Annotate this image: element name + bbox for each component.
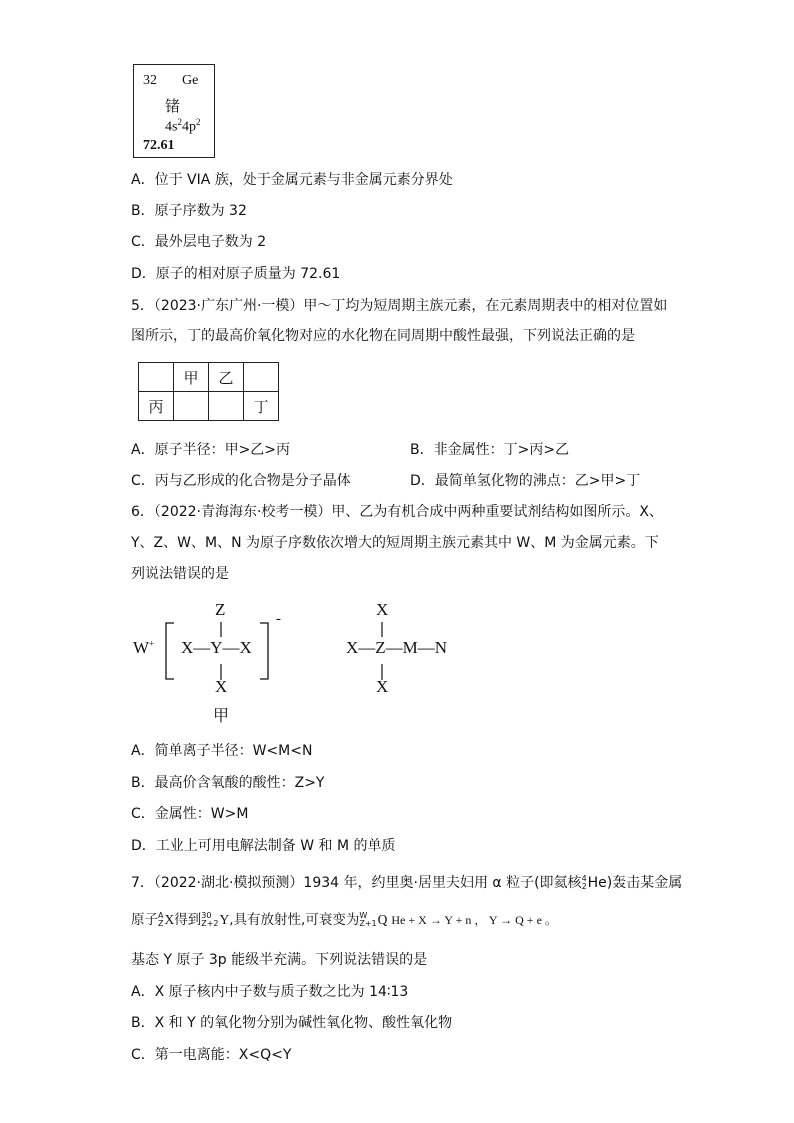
q7-stem: 7．（2022·湖北·模拟预测）1934 年，约里奥·居里夫妇用 α 粒子(即氦核 4 2 He)轰击某金属 [131,874,683,891]
element-symbol: Ge [182,73,199,88]
q5-option-c: C．丙与乙形成的化合物是分子晶体 [131,473,351,489]
table-cell [174,392,209,421]
q4-option-c: C．最外层电子数为 2 [131,234,267,250]
q6-option-c: C．金属性：W>M [131,806,249,822]
table-cell: 丁 [244,392,279,421]
q5-stem-2: 图所示，丁的最高价氧化物对应的水化物在同周期中酸性最强，下列说法正确的是 [131,328,635,344]
q5-option-b: B．非金属性：丁>丙>乙 [410,442,570,458]
decay-equation: He + X → Y + n ， Y → Q + e 。 [391,913,557,927]
q4-option-d: D．原子的相对原子质量为 72.61 [131,266,341,282]
q5-option-d: D．最简单氢化物的沸点：乙>甲>丁 [410,473,641,489]
q7-option-b: B．X 和 Y 的氧化物分别为碱性氧化物、酸性氧化物 [131,1015,453,1031]
q7-option-a: A．X 原子核内中子数与质子数之比为 14∶13 [131,984,409,1000]
table-cell [139,363,174,392]
q5-option-a: A．原子半径：甲>乙>丙 [131,442,291,458]
q5-stem: 5．（2023·广东广州·一模）甲～丁均为短周期主族元素，在元素周期表中的相对位置如 [131,298,668,314]
table-cell: 乙 [209,363,244,392]
atomic-number: 32 [143,73,157,88]
table-cell: 甲 [174,363,209,392]
atom-bottom: X [376,677,389,696]
element-name: 锗 [165,97,181,115]
element-card [133,64,215,158]
q4-option-b: B．原子序数为 32 [131,203,247,219]
atom-top: X [376,600,389,619]
y-nuclide: 30 Z+2 [201,911,219,928]
table-cell [209,392,244,421]
x-nuclide: A Z [158,911,164,928]
q7-reaction-line: 原子 A Z X得到 30 Z+2 Y,具有放射性,可衰变为 W Z+1 Q He + X → Y + n ， Y → Q + e 。 [131,911,557,928]
structure-label: 甲 [213,706,230,725]
table-cell [244,363,279,392]
atom-row: X—Z—M—N [346,638,448,657]
q6-option-d: D．工业上可用电解法制备 W 和 M 的单质 [131,838,396,854]
electron-config: $4s^24p^2$ [165,117,201,135]
q7-option-c: C．第一电离能：X<Q<Y [131,1047,292,1063]
periodic-position-table [138,362,279,421]
atom-bottom: X [215,677,228,696]
q6-stem-2: Y、Z、W、M、N 为原子序数依次增大的短周期主族元素其中 W、M 为金属元素。下 [131,535,659,551]
q6-option-b: B．最高价含氧酸的酸性：Z>Y [131,775,325,791]
q4-option-a: A．位于 VIA 族，处于金属元素与非金属元素分界处 [131,172,453,188]
atom-top: Z [215,600,226,619]
q6-stem: 6．（2022·青海海东·校考一模）甲、乙为有机合成中两种重要试剂结构如图所示。X、 [131,504,664,520]
q6-stem-3: 列说法错误的是 [131,566,229,582]
table-cell: 丙 [139,392,174,421]
cation-label: W+ [133,638,155,657]
atomic-mass: 72.61 [143,138,175,153]
q6-option-a: A．简单离子半径：W<M<N [131,743,313,759]
q7-stem-3: 基态 Y 原子 3p 能级半充满。下列说法错误的是 [131,952,428,968]
q-nuclide: W Z+1 [359,911,377,928]
anion-charge: - [276,611,281,627]
he-nuclide: 4 2 [581,874,587,891]
atom-row: X—Y—X [181,638,252,657]
